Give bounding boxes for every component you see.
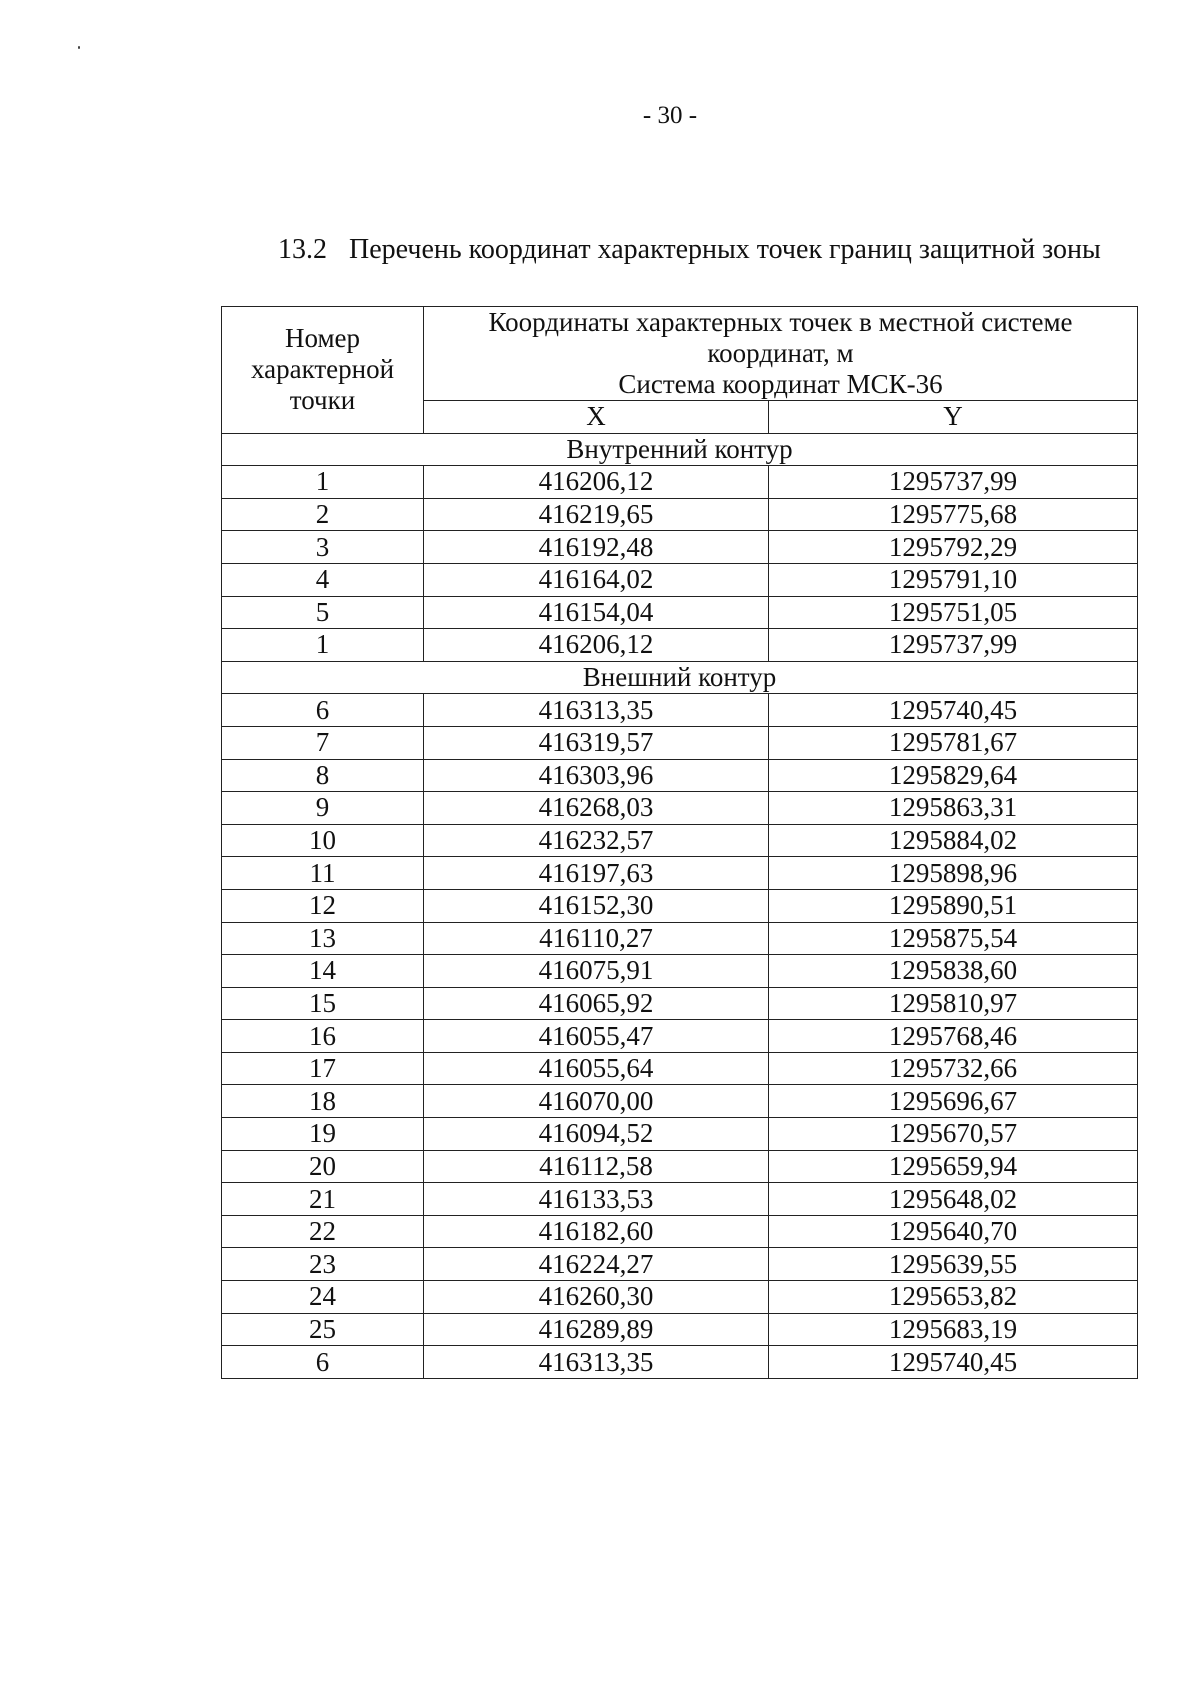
point-number-cell: 18 — [222, 1085, 424, 1118]
x-coordinate-cell: 416133,53 — [424, 1183, 769, 1216]
x-column-header: X — [424, 401, 769, 434]
table-row — [222, 1313, 1138, 1346]
table-row — [222, 955, 1138, 988]
point-number-cell: 11 — [222, 857, 424, 890]
table-row — [222, 1346, 1138, 1379]
x-coordinate-cell: 416182,60 — [424, 1215, 769, 1248]
point-number-cell: 10 — [222, 824, 424, 857]
y-coordinate-cell: 1295775,68 — [769, 498, 1138, 531]
y-coordinate-cell: 1295732,66 — [769, 1052, 1138, 1085]
x-coordinate-cell: 416070,00 — [424, 1085, 769, 1118]
table-row — [222, 1248, 1138, 1281]
y-coordinate-cell: 1295751,05 — [769, 596, 1138, 629]
x-coordinate-cell: 416313,35 — [424, 694, 769, 727]
y-coordinate-cell: 1295829,64 — [769, 759, 1138, 792]
section-title-text: Перечень координат характерных точек границ защитной зоны — [349, 234, 1101, 265]
y-coordinate-cell: 1295838,60 — [769, 955, 1138, 988]
point-header-line: Номер — [284, 323, 361, 354]
point-number-cell: 24 — [222, 1281, 424, 1314]
point-number-cell: 2 — [222, 498, 424, 531]
table-row — [222, 824, 1138, 857]
coords-header-line: координат, м — [707, 338, 854, 368]
x-coordinate-cell: 416055,64 — [424, 1052, 769, 1085]
coordinates-header — [424, 307, 1138, 401]
table-row — [222, 629, 1138, 662]
point-number-cell: 17 — [222, 1052, 424, 1085]
y-coordinate-cell: 1295640,70 — [769, 1215, 1138, 1248]
section-row — [222, 661, 1138, 694]
table-row — [222, 531, 1138, 564]
x-coordinate-cell: 416154,04 — [424, 596, 769, 629]
point-number-cell: 1 — [222, 466, 424, 499]
table-row — [222, 498, 1138, 531]
table-body — [222, 433, 1138, 1378]
y-coordinate-cell: 1295792,29 — [769, 531, 1138, 564]
table-row — [222, 889, 1138, 922]
y-coordinate-cell: 1295659,94 — [769, 1150, 1138, 1183]
table-row — [222, 922, 1138, 955]
table-row — [222, 1020, 1138, 1053]
x-coordinate-cell: 416065,92 — [424, 987, 769, 1020]
point-number-cell: 14 — [222, 955, 424, 988]
x-coordinate-cell: 416110,27 — [424, 922, 769, 955]
point-number-cell: 4 — [222, 563, 424, 596]
x-coordinate-cell: 416219,65 — [424, 498, 769, 531]
y-coordinate-cell: 1295791,10 — [769, 563, 1138, 596]
x-coordinate-cell: 416152,30 — [424, 889, 769, 922]
table-row — [222, 759, 1138, 792]
x-coordinate-cell: 416192,48 — [424, 531, 769, 564]
section-title-cell: Внешний контур — [222, 661, 1138, 694]
table-row — [222, 1085, 1138, 1118]
y-coordinate-cell: 1295737,99 — [769, 466, 1138, 499]
table-row — [222, 694, 1138, 727]
x-coordinate-cell: 416224,27 — [424, 1248, 769, 1281]
coordinates-table — [221, 306, 1138, 1379]
x-coordinate-cell: 416094,52 — [424, 1118, 769, 1151]
point-number-header — [222, 307, 424, 434]
point-number-cell: 25 — [222, 1313, 424, 1346]
coords-header-line: Система координат МСК-36 — [618, 369, 943, 399]
x-coordinate-cell: 416303,96 — [424, 759, 769, 792]
point-number-cell: 20 — [222, 1150, 424, 1183]
point-number-cell: 6 — [222, 1346, 424, 1379]
x-coordinate-cell: 416112,58 — [424, 1150, 769, 1183]
y-coordinate-cell: 1295863,31 — [769, 792, 1138, 825]
coords-header-line: Координаты характерных точек в местной системе — [488, 307, 1073, 337]
point-number-cell: 1 — [222, 629, 424, 662]
table-row — [222, 1150, 1138, 1183]
y-coordinate-cell: 1295737,99 — [769, 629, 1138, 662]
table-row — [222, 466, 1138, 499]
point-number-cell: 16 — [222, 1020, 424, 1053]
y-coordinate-cell: 1295740,45 — [769, 694, 1138, 727]
y-coordinate-cell: 1295653,82 — [769, 1281, 1138, 1314]
point-number-cell: 8 — [222, 759, 424, 792]
y-coordinate-cell: 1295639,55 — [769, 1248, 1138, 1281]
point-number-cell: 3 — [222, 531, 424, 564]
point-number-cell: 7 — [222, 726, 424, 759]
x-coordinate-cell: 416268,03 — [424, 792, 769, 825]
y-coordinate-cell: 1295696,67 — [769, 1085, 1138, 1118]
page-number: - 30 - — [642, 102, 698, 129]
point-number-cell: 5 — [222, 596, 424, 629]
section-number: 13.2 — [278, 234, 327, 265]
y-coordinate-cell: 1295740,45 — [769, 1346, 1138, 1379]
x-coordinate-cell: 416232,57 — [424, 824, 769, 857]
table-header — [222, 307, 1138, 434]
section-heading — [278, 234, 1101, 266]
point-number-cell: 22 — [222, 1215, 424, 1248]
x-coordinate-cell: 416319,57 — [424, 726, 769, 759]
point-header-line: характерной — [250, 354, 395, 385]
y-coordinate-cell: 1295683,19 — [769, 1313, 1138, 1346]
x-coordinate-cell: 416260,30 — [424, 1281, 769, 1314]
y-coordinate-cell: 1295781,67 — [769, 726, 1138, 759]
x-coordinate-cell: 416289,89 — [424, 1313, 769, 1346]
point-number-cell: 6 — [222, 694, 424, 727]
scan-speck — [78, 46, 80, 49]
table-row — [222, 1052, 1138, 1085]
table-row — [222, 563, 1138, 596]
y-coordinate-cell: 1295810,97 — [769, 987, 1138, 1020]
y-coordinate-cell: 1295890,51 — [769, 889, 1138, 922]
point-number-cell: 13 — [222, 922, 424, 955]
section-title-cell: Внутренний контур — [222, 433, 1138, 466]
y-coordinate-cell: 1295898,96 — [769, 857, 1138, 890]
x-coordinate-cell: 416164,02 — [424, 563, 769, 596]
point-number-cell: 12 — [222, 889, 424, 922]
point-header-line: точки — [289, 385, 356, 416]
table-row — [222, 987, 1138, 1020]
x-coordinate-cell: 416055,47 — [424, 1020, 769, 1053]
x-coordinate-cell: 416206,12 — [424, 629, 769, 662]
y-coordinate-cell: 1295670,57 — [769, 1118, 1138, 1151]
y-column-header: Y — [769, 401, 1138, 434]
x-coordinate-cell: 416206,12 — [424, 466, 769, 499]
point-number-cell: 21 — [222, 1183, 424, 1216]
y-coordinate-cell: 1295884,02 — [769, 824, 1138, 857]
x-coordinate-cell: 416075,91 — [424, 955, 769, 988]
section-row — [222, 433, 1138, 466]
table-row — [222, 857, 1138, 890]
point-number-cell: 19 — [222, 1118, 424, 1151]
y-coordinate-cell: 1295875,54 — [769, 922, 1138, 955]
table-row — [222, 792, 1138, 825]
table-row — [222, 596, 1138, 629]
x-coordinate-cell: 416313,35 — [424, 1346, 769, 1379]
point-number-cell: 15 — [222, 987, 424, 1020]
table-row — [222, 1281, 1138, 1314]
point-number-cell: 23 — [222, 1248, 424, 1281]
y-coordinate-cell: 1295648,02 — [769, 1183, 1138, 1216]
table-row — [222, 1183, 1138, 1216]
table-row — [222, 1215, 1138, 1248]
table-row — [222, 726, 1138, 759]
x-coordinate-cell: 416197,63 — [424, 857, 769, 890]
table-row — [222, 1118, 1138, 1151]
point-number-cell: 9 — [222, 792, 424, 825]
y-coordinate-cell: 1295768,46 — [769, 1020, 1138, 1053]
